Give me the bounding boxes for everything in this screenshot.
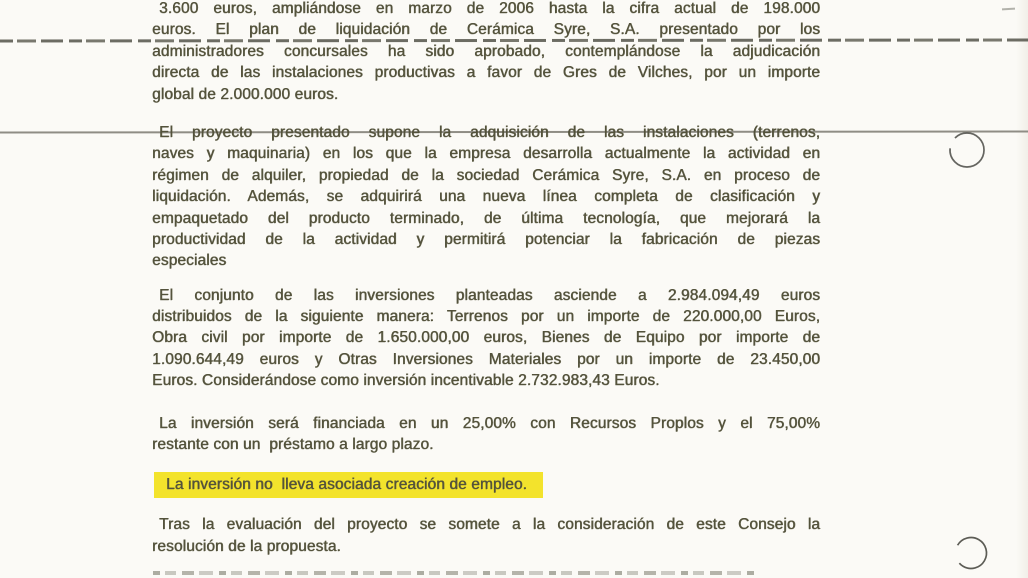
paragraph-investment-breakdown [152,285,820,392]
text-line: Euros. Considerándose como inversión incentivable 2.732.983,43 Euros. [152,372,660,390]
paragraph-project-description [152,122,820,272]
text-line: El proyecto presentado supone la adquisición de las instalaciones (terrenos, [159,123,820,141]
text-line: productividad de la actividad y permitirá potenciar la fabricación de piezas [152,230,820,248]
text-line: especiales [152,252,227,270]
paragraph-conclusion [152,514,820,557]
text-line: Tras la evaluación del proyecto se somete a la consideración de este Consejo la [159,516,820,534]
text-line: La inversión será financiada en un 25,00% con Recursos Proplos y el 75,00% [159,414,820,432]
text-line: naves y maquinaria) en los que la empresa desarrolla actualmente la actividad en [152,145,820,163]
paragraph-funding-history [152,0,820,105]
text-line [152,472,820,498]
text-line: euros. El plan de liquidación de Cerámica Syre, S.A. presentado por los [152,21,820,39]
text-line: régimen de alquiler, propiedad de la sociedad Cerámica Syre, S.A. en proceso de [152,166,820,184]
text-line: empaquetado del producto terminado, de última tecnología, que mejorará la [152,209,820,227]
text-line: administradores concursales ha sido aprobado, contemplándose la adjudicación [152,42,820,60]
text-line: global de 2.000.000 euros. [152,85,339,103]
text-line: distribuidos de la siguiente manera: Terrenos por un importe de 220.000,00 Euros, [152,308,820,326]
stray-scan-mark [1002,8,1015,11]
punch-hole-ring-bottom-icon [953,535,989,571]
text-line: El conjunto de las inversiones planteadas asciende a 2.984.094,49 euros [159,286,820,304]
highlighted-text: La inversión no lleva asociada creación de empleo. [154,472,543,498]
punch-hole-ring-top-icon [948,131,986,169]
text-line: directa de las instalaciones productivas a favor de Gres de Vilches, por un importe [152,64,820,82]
text-line: liquidación. Además, se adquirirá una nueva línea completa de clasificación y [152,188,820,206]
page-edge-shade [1016,0,1028,578]
cutoff-text-artifact [153,571,755,575]
text-column [152,0,820,557]
paragraph-financing [152,413,820,456]
text-line: restante con un préstamo a largo plazo. [152,436,434,454]
paragraph-employment-note [152,472,820,498]
text-line: resolución de la propuesta. [152,537,341,555]
text-line: Obra civil por importe de 1.650.000,00 euros, Bienes de Equipo por importe de [152,329,820,347]
text-line: 3.600 euros, ampliándose en marzo de 2006 hasta la cifra actual de 198.000 [159,0,820,17]
text-line: 1.090.644,49 euros y Otras Inversiones Materiales por un importe de 23.450,00 [152,350,820,368]
